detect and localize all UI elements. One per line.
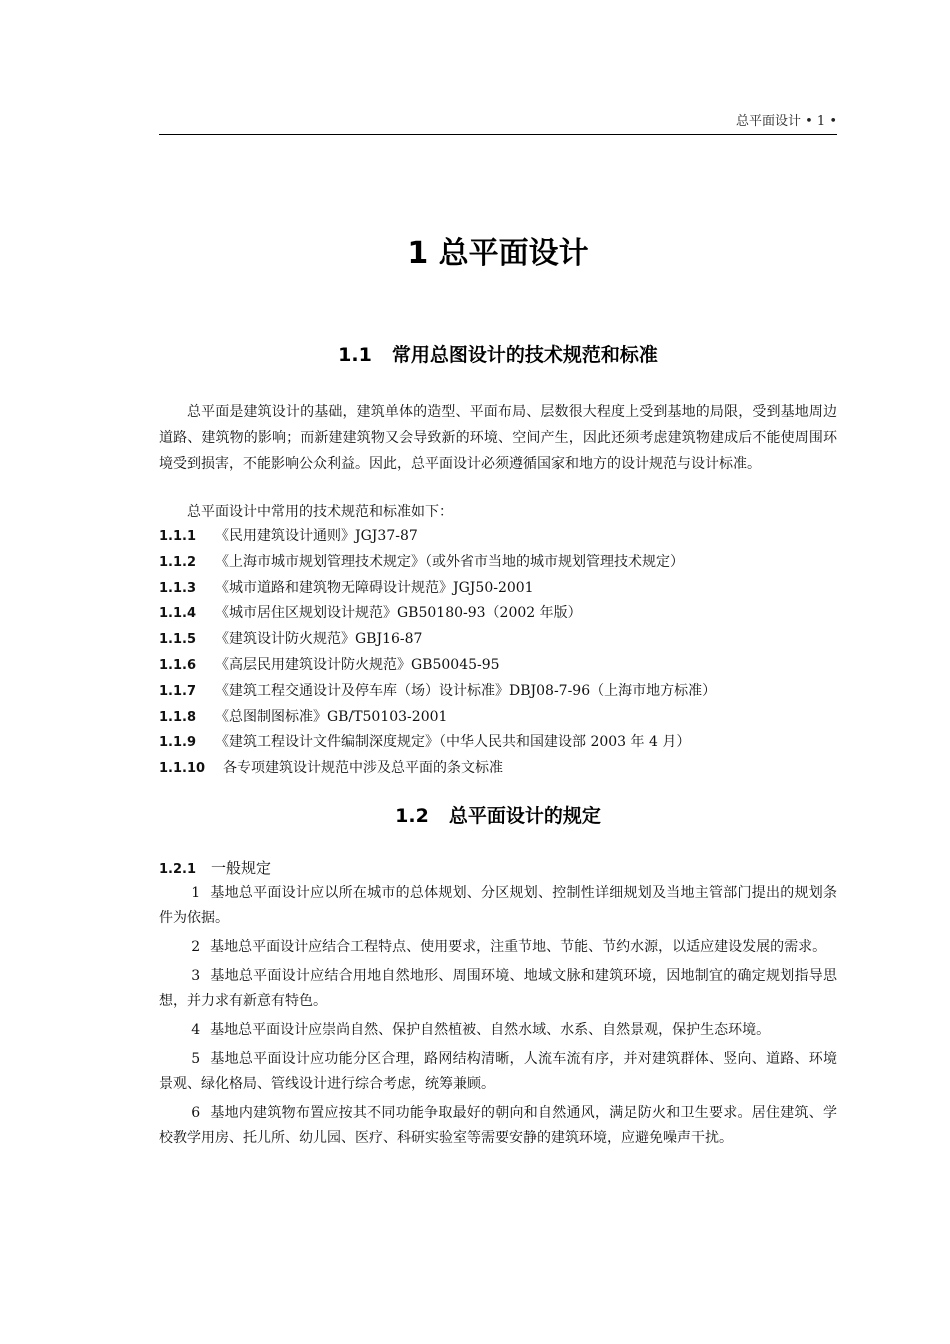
- standard-item: [159, 627, 837, 653]
- standard-number: 1.1.9: [159, 735, 197, 751]
- standard-text: 各专项建筑设计规范中涉及总平面的条文标准: [223, 760, 503, 777]
- standard-item: [159, 653, 837, 679]
- rule-paragraph: [159, 881, 837, 931]
- section-1-2-title: [159, 803, 837, 829]
- standard-item: [159, 679, 837, 705]
- standard-text: 《民用建筑设计通则》JGJ37-87: [215, 528, 418, 544]
- rule-text: 基地总平面设计应以所在城市的总体规划、分区规划、控制性详细规划及当地主管部门提出的规划条件为依据。: [159, 885, 837, 926]
- standard-number: 1.1.4: [159, 606, 197, 622]
- subsection-heading: [159, 856, 837, 882]
- standard-text: 《建筑工程交通设计及停车库（场）设计标准》DBJ08-7-96（上海市地方标准）: [215, 682, 717, 699]
- standard-number: 1.1.7: [159, 683, 197, 699]
- standard-text: 《城市道路和建筑物无障碍设计规范》JGJ50-2001: [215, 579, 534, 596]
- standard-text: 《高层民用建筑设计防火规范》GB50045-95: [215, 656, 500, 673]
- rule-number: 5: [191, 1051, 201, 1067]
- rule-number: 2: [191, 939, 201, 955]
- standard-text: 《城市居住区规划设计规范》GB50180-93（2002 年版）: [215, 605, 582, 622]
- standard-item: [159, 756, 837, 782]
- rule-number: 3: [191, 968, 201, 984]
- standard-item: [159, 705, 837, 731]
- standards-lead: 总平面设计中常用的技术规范和标准如下：: [187, 504, 453, 520]
- standard-item: [159, 550, 837, 576]
- standard-text: 《建筑设计防火规范》GBJ16-87: [215, 631, 423, 648]
- rule-text: 基地总平面设计应功能分区合理，路网结构清晰，人流车流有序，并对建筑群体、竖向、道路、环境景观、绿化格局、管线设计进行综合考虑，统筹兼顾。: [159, 1051, 837, 1092]
- rule-text: 基地总平面设计应结合工程特点、使用要求，注重节地、节能、节约水源，以适应建设发展的需求。: [210, 939, 827, 955]
- rule-text: 基地总平面设计应结合用地自然地形、周围环境、地域文脉和建筑环境，因地制宜的确定规划指导思想，并力求有新意有特色。: [159, 968, 837, 1009]
- section-title-text: 总平面设计的规定: [448, 805, 601, 827]
- standard-number: 1.1.8: [159, 709, 197, 725]
- rule-paragraph: [159, 1018, 837, 1043]
- intro-paragraph: 总平面是建筑设计的基础，建筑单体的造型、平面布局、层数很大程度上受到基地的局限，受到基地周边道路、建筑物的影响；而新建建筑物又会导致新的环境、空间产生，因此还须考虑建筑物建成后不能使周围环境受到损害，不能影响公众利益。因此，总平面设计必须遵循国家和地方的设计规范与设计标准。: [159, 404, 837, 472]
- rules-list: [159, 881, 837, 1155]
- running-header: 总平面设计 • 1 •: [735, 114, 837, 129]
- chapter-title: 1 总平面设计: [407, 236, 589, 271]
- standard-text: 《建筑工程设计文件编制深度规定》（中华人民共和国建设部 2003 年 4 月）: [215, 734, 691, 751]
- standard-number: 1.1.1: [159, 529, 197, 544]
- section-number: 1.1: [338, 344, 372, 366]
- rule-paragraph: [159, 1047, 837, 1097]
- standard-number: 1.1.5: [159, 632, 197, 648]
- standard-item: [159, 524, 837, 550]
- header-rule: [159, 134, 837, 135]
- standard-number: 1.1.2: [159, 554, 197, 570]
- standards-list: [159, 524, 837, 782]
- section-number: 1.2: [395, 805, 429, 827]
- standard-number: 1.1.6: [159, 657, 197, 673]
- section-title-text: 常用总图设计的技术规范和标准: [391, 344, 658, 366]
- subsection-title: 一般规定: [211, 859, 272, 877]
- standard-item: [159, 730, 837, 756]
- rule-number: 4: [191, 1022, 201, 1038]
- rule-number: 1: [191, 885, 201, 901]
- standard-item: [159, 576, 837, 602]
- rule-number: 6: [191, 1105, 201, 1121]
- rule-paragraph: [159, 935, 837, 960]
- standard-text: 《总图制图标准》GB/T50103-2001: [215, 708, 448, 725]
- standard-number: 1.1.10: [159, 761, 206, 777]
- standard-number: 1.1.3: [159, 580, 197, 596]
- subsection-number: 1.2.1: [159, 862, 197, 877]
- rule-paragraph: [159, 964, 837, 1014]
- rule-text: 基地总平面设计应崇尚自然、保护自然植被、自然水域、水系、自然景观，保护生态环境。: [210, 1022, 771, 1038]
- standard-item: [159, 601, 837, 627]
- section-1-1-title: [159, 342, 837, 368]
- rule-text: 基地内建筑物布置应按其不同功能争取最好的朝向和自然通风，满足防火和卫生要求。居住建筑、学校教学用房、托儿所、幼儿园、医疗、科研实验室等需要安静的建筑环境，应避免噪声干扰。: [159, 1105, 837, 1146]
- standard-text: 《上海市城市规划管理技术规定》（或外省市当地的城市规划管理技术规定）: [215, 553, 684, 570]
- rule-paragraph: [159, 1101, 837, 1151]
